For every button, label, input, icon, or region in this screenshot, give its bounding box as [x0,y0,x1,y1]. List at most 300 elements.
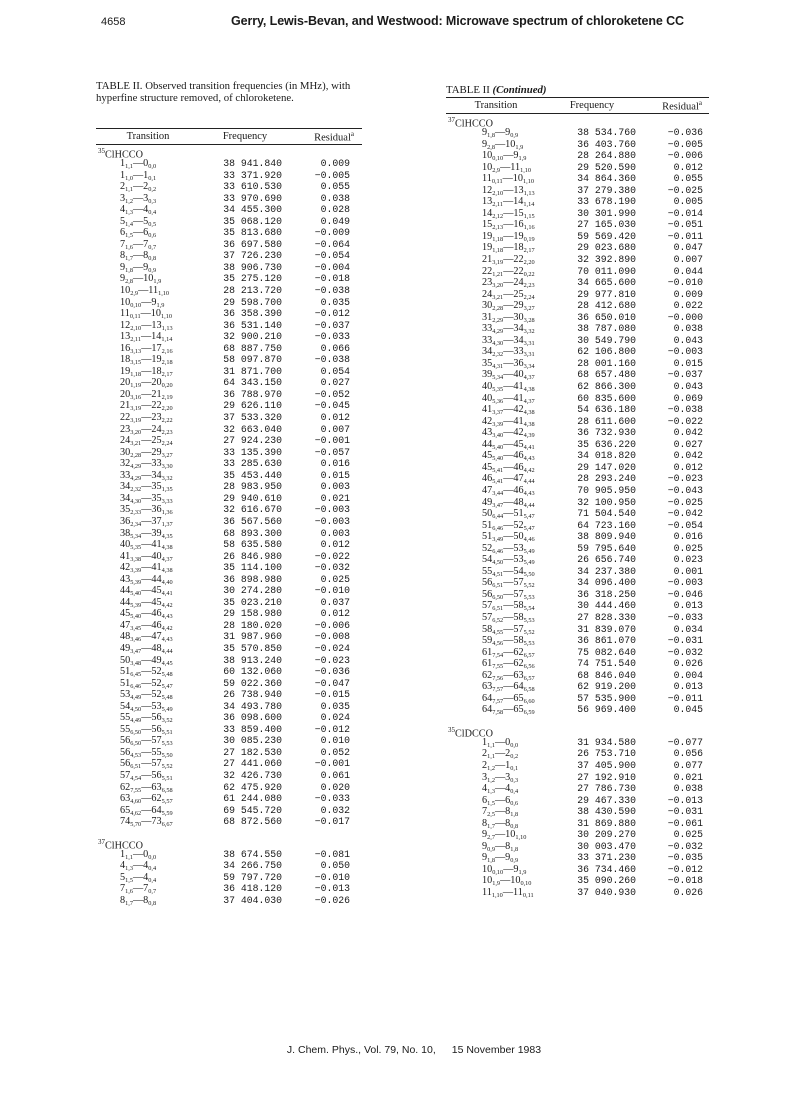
level-k: 0,4 [148,865,157,873]
level-j: 1 [120,169,126,181]
frequency-cell: 68 657.480 [577,369,636,381]
level-k: 1,18 [130,370,142,378]
level-k: 6,46 [492,524,504,532]
frequency-cell: 27 182.530 [223,746,282,758]
frequency-cell: 33 678.190 [577,196,636,208]
level-k: 4,44 [523,478,535,486]
level-k: 1,15 [523,212,535,220]
level-j: —10 [500,875,521,887]
level-j: 42 [120,562,131,574]
level-j: —2 [494,748,511,760]
level-k: 0,8 [148,899,157,907]
level-j: 9 [482,840,488,852]
table-row [446,772,709,784]
level-k: 2,13 [492,224,504,232]
residual-cell: 0.003 [320,481,350,493]
level-j: —48 [503,496,524,508]
level-k: 2,8 [487,143,495,151]
table-row [446,543,709,555]
level-j: —10 [140,308,161,320]
transition-cell [446,127,550,139]
level-j: 7 [482,806,488,818]
residual-cell: 0.016 [320,458,350,470]
level-j: 23 [482,277,493,289]
level-k: 5,59 [161,809,173,817]
level-k: 0,11 [522,892,534,899]
level-k: 5,41 [492,466,504,474]
table-row [96,297,362,309]
level-k: 5,47 [523,513,535,521]
frequency-cell: 56 969.400 [577,704,636,716]
level-k: 4,38 [523,386,535,394]
level-j: —62 [503,658,524,670]
level-k: 1,2 [487,764,495,772]
table-header [96,129,362,144]
level-j: 48 [120,631,131,643]
table-row [96,849,362,861]
residual-cell: −0.054 [314,250,350,262]
residual-cell: −0.006 [667,150,703,162]
transition-cell [96,758,200,770]
level-j: —56 [141,769,162,781]
level-j: —19 [141,354,162,366]
transition-cell [446,635,550,647]
level-j: —63 [141,781,162,793]
level-j: —52 [141,666,162,678]
table-row [446,266,709,278]
level-j: —48 [141,642,162,654]
level-j: —41 [503,392,524,404]
frequency-cell: 35 114.100 [223,562,282,574]
level-k: 0,3 [510,776,519,784]
transition-cell [446,531,550,543]
transition-cell [96,551,200,563]
page-footer [0,1044,812,1056]
transition-cell [446,681,550,693]
isotopologue-name: ClHCCO [105,149,143,161]
transition-cell [446,266,550,278]
level-j: —4 [132,204,149,216]
transition-cell [446,173,550,185]
residual-cell: −0.051 [667,219,703,231]
frequency-cell: 28 983.950 [223,481,282,493]
transition-cell [96,689,200,701]
frequency-cell: 28 264.880 [577,150,636,162]
residual-cell: −0.031 [667,806,703,818]
level-j: 57 [482,611,493,623]
table-row [96,366,362,378]
level-j: 43 [120,573,131,585]
level-k: 5,53 [523,640,535,648]
level-j: 56 [120,735,131,747]
isotope-mass: 37 [448,116,455,124]
level-j: —13 [503,184,524,196]
transition-cell [96,747,200,759]
level-j: 21 [120,400,131,412]
level-k: 1,8 [510,845,519,853]
level-k: 7,56 [492,674,504,682]
frequency-cell: 33 371.230 [577,852,636,864]
residual-cell: −0.003 [667,346,703,358]
table-row [446,231,709,243]
frequency-cell: 34 864.360 [577,173,636,185]
level-j: 11 [482,173,492,185]
level-k: 4,29 [130,463,142,471]
level-k: 2,20 [161,405,173,413]
frequency-cell: 32 100.950 [577,496,636,508]
level-k: 0,22 [523,270,535,278]
table-row [446,497,709,509]
residual-cell: 0.032 [320,804,350,816]
level-k: 3,31 [523,351,535,359]
level-k: 4,38 [523,420,535,428]
table-row [446,219,709,231]
transition-cell [446,818,550,830]
table-row [96,193,362,205]
transition-cell [446,566,550,578]
level-k: 5,53 [161,740,173,748]
residual-cell: 0.003 [320,527,350,539]
level-j: 2 [482,748,488,760]
level-j: 8 [482,817,488,829]
level-k: 1,7 [125,255,133,263]
level-k: 2,11 [130,336,141,344]
level-k: 3,21 [130,440,142,448]
table-row [446,600,709,612]
level-j: 9 [482,852,488,864]
frequency-cell: 62 866.300 [577,381,636,393]
level-j: —64 [503,681,524,693]
level-j: 12 [482,184,493,196]
table-row [446,393,709,405]
frequency-cell: 36 403.760 [577,138,636,150]
level-k: 0,19 [523,235,535,243]
level-k: 4,56 [492,640,504,648]
frequency-cell: 58 635.580 [223,539,282,551]
frequency-cell: 29 147.020 [577,461,636,473]
level-j: 7 [120,883,126,895]
level-k: 6,52 [492,616,504,624]
transition-cell [96,562,200,574]
table-row [446,185,709,197]
residual-cell: −0.038 [667,404,703,416]
frequency-cell: 32 663.040 [223,423,282,435]
level-k: 1,9 [153,278,162,286]
level-k: 0,5 [148,220,157,228]
transition-cell [446,231,550,243]
footnote-mark: a [698,98,702,107]
level-k: 4,44 [161,647,173,655]
level-j: —30 [503,311,524,323]
frequency-cell: 35 453.440 [223,469,282,481]
transition-cell [96,412,200,424]
level-j: —3 [494,771,511,783]
transition-cell [96,849,200,861]
level-j: 9 [482,138,488,150]
level-j: —7 [132,238,149,250]
table-right [446,84,709,899]
residual-cell: −0.037 [314,319,350,331]
residual-cell: −0.032 [667,646,703,658]
transition-cell [446,760,550,772]
level-j: 55 [120,712,131,724]
level-j: —11 [502,887,523,898]
residual-label: Residual [662,101,699,113]
table-row [446,589,709,601]
level-k: 2,22 [161,417,173,425]
level-j: 44 [120,585,131,597]
level-j: —10 [502,173,523,185]
level-k: 0,11 [129,313,141,321]
frequency-cell: 28 180.020 [223,619,282,631]
transition-cell [96,331,200,343]
level-k: 0,9 [487,845,495,853]
level-j: —14 [140,331,162,343]
level-k: 0,1 [148,174,157,182]
transition-cell [96,504,200,516]
transition-cell [96,585,200,597]
level-j: 42 [482,415,493,427]
transition-cell [446,497,550,509]
level-j: 64 [482,692,493,704]
frequency-cell: 26 656.740 [577,554,636,566]
level-k: 5,49 [523,559,535,567]
caption-continued: (Continued) [492,84,547,96]
transition-cell [446,852,550,864]
level-k: 2,23 [523,282,535,290]
table-row [446,875,709,887]
level-j: 57 [482,600,493,612]
table-row [446,681,709,693]
transition-cell [96,400,200,412]
frequency-cell: 33 970.690 [223,192,282,204]
frequency-cell: 37 279.380 [577,184,636,196]
residual-cell: 0.077 [673,759,703,771]
transition-cell [446,277,550,289]
level-k: 3,20 [130,428,142,436]
level-k: 4,50 [130,705,142,713]
table-row [446,508,709,520]
transition-cell [96,470,200,482]
transition-cell [96,701,200,713]
table-row [96,701,362,713]
table-row [96,735,362,747]
residual-cell: −0.017 [314,816,350,828]
residual-cell: 0.012 [320,539,350,551]
residual-cell: −0.013 [314,883,350,895]
frequency-cell: 35 275.120 [223,273,282,285]
transition-cell [96,424,200,436]
frequency-cell: 29 520.590 [577,161,636,173]
level-j: 6 [482,794,488,806]
table-row [96,643,362,655]
level-k: 0,8 [148,255,157,263]
level-j: —18 [141,365,162,377]
transition-cell [446,577,550,589]
level-j: —34 [141,469,162,481]
residual-cell: 0.013 [673,600,703,612]
level-j: —3 [132,192,149,204]
level-k: 0,2 [148,186,157,194]
level-k: 2,17 [523,247,535,255]
frequency-cell: 36 732.930 [577,427,636,439]
residual-cell: −0.037 [667,369,703,381]
level-j: —46 [503,461,524,473]
table-row [446,635,709,647]
level-k: 4,29 [492,328,504,336]
level-k: 0,10 [492,155,504,163]
table-row [446,829,709,841]
level-k: 7,57 [492,686,504,694]
level-j: 16 [120,342,131,354]
residual-cell: 0.042 [673,450,703,462]
residual-cell: 0.012 [673,461,703,473]
table-row [96,860,362,872]
level-j: —0 [132,158,149,169]
residual-cell: −0.057 [314,446,350,458]
level-j: —11 [500,161,521,173]
table-row [96,216,362,228]
level-j: 41 [482,404,493,416]
level-j: —57 [503,588,524,600]
residual-cell: 0.007 [320,423,350,435]
level-j: —8 [494,840,511,852]
frequency-cell: 32 900.210 [223,331,282,343]
table-row [446,150,709,162]
level-k: 6,51 [492,605,504,613]
level-j: 40 [482,381,493,393]
residual-cell: −0.003 [314,515,350,527]
isotopologue-name: ClHCCO [105,840,143,852]
level-k: 5,39 [130,601,142,609]
level-j: —73 [141,816,162,828]
residual-cell: −0.061 [667,817,703,829]
level-j: —45 [141,596,162,608]
level-j: —22 [503,254,524,266]
residual-cell: 0.009 [320,158,350,169]
table-row [446,381,709,393]
level-j: —35 [141,481,162,493]
level-k: 4,38 [161,567,173,575]
frequency-cell: 38 809.940 [577,531,636,543]
level-j: 23 [120,423,131,435]
transition-cell [446,520,550,532]
frequency-cell: 71 504.540 [577,508,636,520]
isotopologue-heading [446,114,709,130]
table-row [96,631,362,643]
table-row [96,354,362,366]
level-j: 20 [120,377,131,389]
level-j: 1 [120,848,126,860]
transition-cell [96,539,200,551]
transition-cell [446,323,550,335]
level-j: —40 [503,369,524,381]
transition-cell [96,655,200,667]
frequency-cell: 68 872.560 [223,816,282,828]
residual-cell: −0.035 [667,852,703,864]
level-k: 1,2 [487,776,495,784]
level-j: 2 [120,181,126,193]
table-row [446,624,709,636]
level-k: 5,49 [523,547,535,555]
frequency-cell: 36 697.580 [223,238,282,250]
table-row [446,242,709,254]
frequency-cell: 30 209.270 [577,829,636,841]
level-k: 1,10 [522,178,535,186]
residual-cell: −0.036 [667,127,703,138]
level-j: 33 [120,469,131,481]
frequency-cell: 68 893.300 [223,527,282,539]
table-row [446,427,709,439]
level-j: —9 [141,296,157,308]
frequency-cell: 62 475.920 [223,781,282,793]
transition-cell [96,528,200,540]
level-k: 6,59 [523,709,535,717]
transition-cell [96,239,200,251]
level-j: —36 [141,504,162,516]
isotopologue-heading [446,724,709,740]
level-j: —10 [494,829,516,841]
level-k: 5,49 [161,705,173,713]
frequency-cell: 57 535.900 [577,692,636,704]
level-k: 2,10 [130,324,142,332]
residual-cell: −0.023 [667,473,703,485]
level-j: 56 [120,746,131,758]
transition-cell [446,704,550,716]
transition-cell [96,643,200,655]
table-row [446,335,709,347]
level-k: 1,1 [125,163,133,170]
level-j: 21 [482,254,493,266]
level-k: 4,41 [161,590,173,598]
table-row [96,331,362,343]
level-j: —8 [494,817,511,829]
level-k: 2,7 [487,834,495,842]
frequency-cell: 27 165.030 [577,219,636,231]
residual-cell: 0.049 [320,215,350,227]
residual-cell: 0.038 [673,323,703,335]
residual-cell: 0.069 [673,392,703,404]
level-k: 1,4 [125,220,133,228]
level-j: —6 [494,794,511,806]
frequency-cell: 28 611.600 [577,415,636,427]
level-k: 4,55 [492,628,504,636]
level-j: —46 [141,619,162,631]
level-k: 1,35 [161,486,173,494]
residual-cell: 0.020 [320,781,350,793]
frequency-cell: 37 404.030 [223,894,282,906]
transition-cell [446,300,550,312]
residual-cell: −0.011 [667,230,703,242]
transition-cell [446,219,550,231]
level-j: 30 [482,300,493,312]
level-j: 10 [482,150,493,162]
level-k: 3,48 [130,659,142,667]
level-j: 10 [482,161,493,173]
transition-cell [446,369,550,381]
table-row [96,158,362,170]
residual-cell: −0.006 [314,619,350,631]
level-k: 1,8 [510,811,519,819]
level-j: 19 [120,365,131,377]
transition-cell [446,312,550,324]
transition-cell [96,597,200,609]
level-k: 1,18 [492,235,504,243]
level-k: 2,10 [492,189,504,197]
frequency-cell: 36 358.390 [223,308,282,320]
level-k: 5,48 [161,671,173,679]
level-j: 61 [482,658,493,670]
